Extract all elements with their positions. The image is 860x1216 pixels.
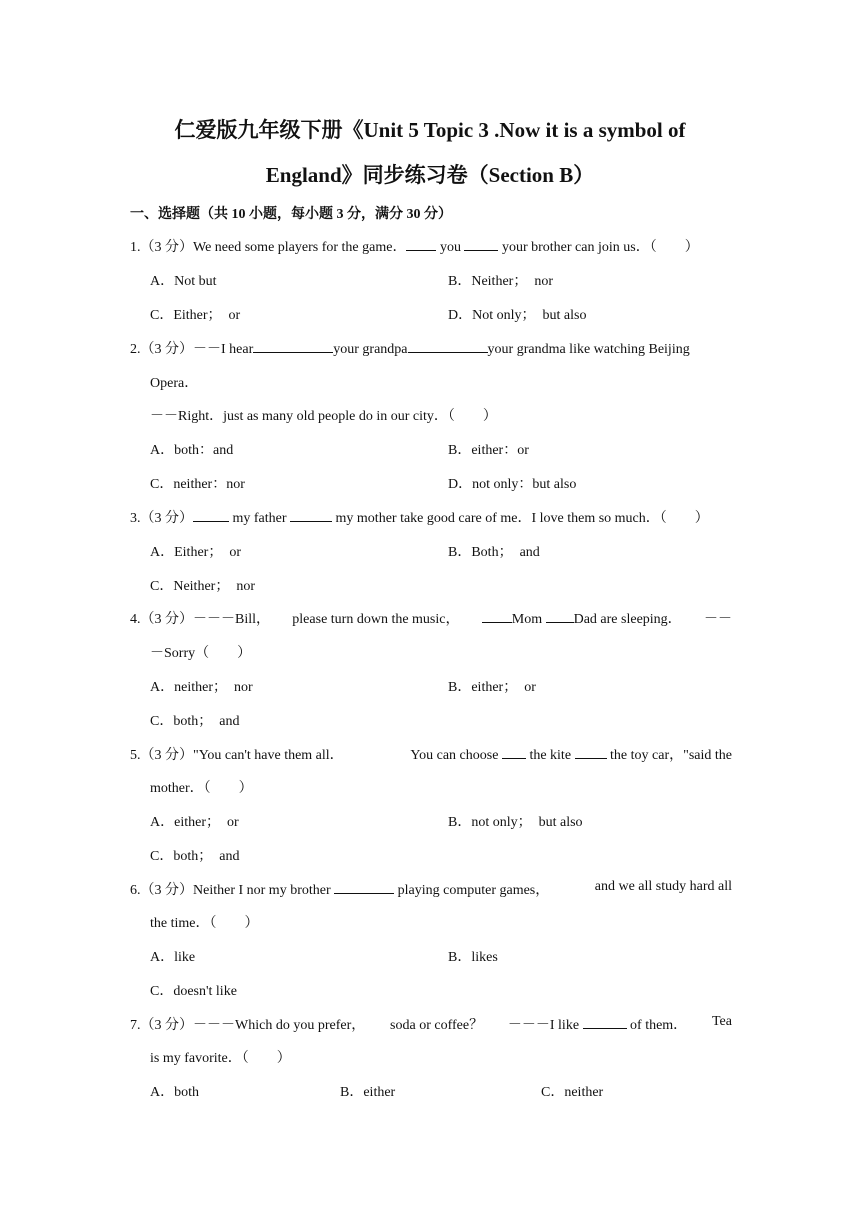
question-4: 4.（3 分）－－－Bill， please turn down the music， Mom Dad are sleeping． －－ [130, 608, 732, 628]
q3-option-a[interactable]: A．Either； or [150, 545, 241, 560]
q2-option-d[interactable]: D．not only：but also [448, 477, 577, 492]
answer-blank [406, 237, 436, 251]
q7-option-b[interactable]: B．either [340, 1085, 396, 1100]
answer-blank [334, 880, 394, 894]
q6-option-c[interactable]: C．doesn't like [150, 984, 237, 999]
question-7-continued: is my favorite．（ ） [150, 1051, 291, 1066]
q4-option-c[interactable]: C．both； and [150, 714, 240, 729]
answer-blank [193, 508, 229, 522]
answer-blank [408, 339, 488, 353]
question-6-continued: the time．（ ） [150, 916, 259, 931]
question-6: 6.（3 分）Neither I nor my brother playing computer games， and we all study hard all [130, 879, 732, 898]
q5-option-b[interactable]: B．not only； but also [448, 815, 583, 830]
answer-blank [464, 237, 498, 251]
answer-blank [502, 745, 526, 759]
section-heading: 一、选择题（共 10 小题，每小题 3 分，满分 30 分） [130, 207, 452, 222]
question-5: 5.（3 分）"You can't have them all． You can choose the kite the toy car，"said the [130, 744, 732, 764]
q2-option-b[interactable]: B．either：or [448, 443, 529, 458]
answer-blank [546, 609, 574, 623]
question-7: 7.（3 分）－－－Which do you prefer， soda or coffee？ －－－I like of them． Tea [130, 1014, 732, 1033]
q1-option-b[interactable]: B．Neither； nor [448, 274, 553, 289]
answer-blank [575, 745, 607, 759]
question-1: 1.（3 分）We need some players for the game． you your brother can join us．（ ） [130, 236, 732, 256]
question-5-continued: mother．（ ） [150, 781, 253, 796]
answer-blank [482, 609, 512, 623]
q6-option-a[interactable]: A．like [150, 950, 196, 965]
answer-blank [583, 1015, 627, 1029]
q1-option-c[interactable]: C．Either； or [150, 308, 241, 323]
question-3: 3.（3 分） my father my mother take good care of me．I love them so much．（ ） [130, 507, 732, 527]
answer-blank [290, 508, 332, 522]
q7-option-c[interactable]: C．neither [541, 1085, 604, 1100]
q4-option-a[interactable]: A．neither； nor [150, 680, 253, 695]
q2-option-c[interactable]: C．neither：nor [150, 477, 245, 492]
q5-option-a[interactable]: A．either； or [150, 815, 239, 830]
page-title-line-1: 仁爱版九年级下册《Unit 5 Topic 3 .Now it is a symbol of [174, 118, 686, 142]
q3-option-b[interactable]: B．Both； and [448, 545, 540, 560]
q5-option-c[interactable]: C．both； and [150, 849, 240, 864]
q1-option-a[interactable]: A．Not but [150, 274, 217, 289]
page-title-line-2: England》同步练习卷（Section B） [265, 163, 595, 187]
question-4-continued: －Sorry（ ） [150, 646, 252, 661]
q7-option-a[interactable]: A．both [150, 1085, 199, 1100]
question-2-reply: －－Right．just as many old people do in our city．（ ） [150, 409, 497, 424]
q1-option-d[interactable]: D．Not only； but also [448, 308, 587, 323]
q3-option-c[interactable]: C．Neither； nor [150, 579, 255, 594]
q4-option-b[interactable]: B．either； or [448, 680, 536, 695]
question-2-continued: Opera． [150, 376, 199, 391]
q2-option-a[interactable]: A．both：and [150, 443, 234, 458]
answer-blank [253, 339, 333, 353]
q6-option-b[interactable]: B．likes [448, 950, 498, 965]
question-2: 2.（3 分）－－I hear your grandpa your grandma like watching Beijing [130, 338, 732, 358]
